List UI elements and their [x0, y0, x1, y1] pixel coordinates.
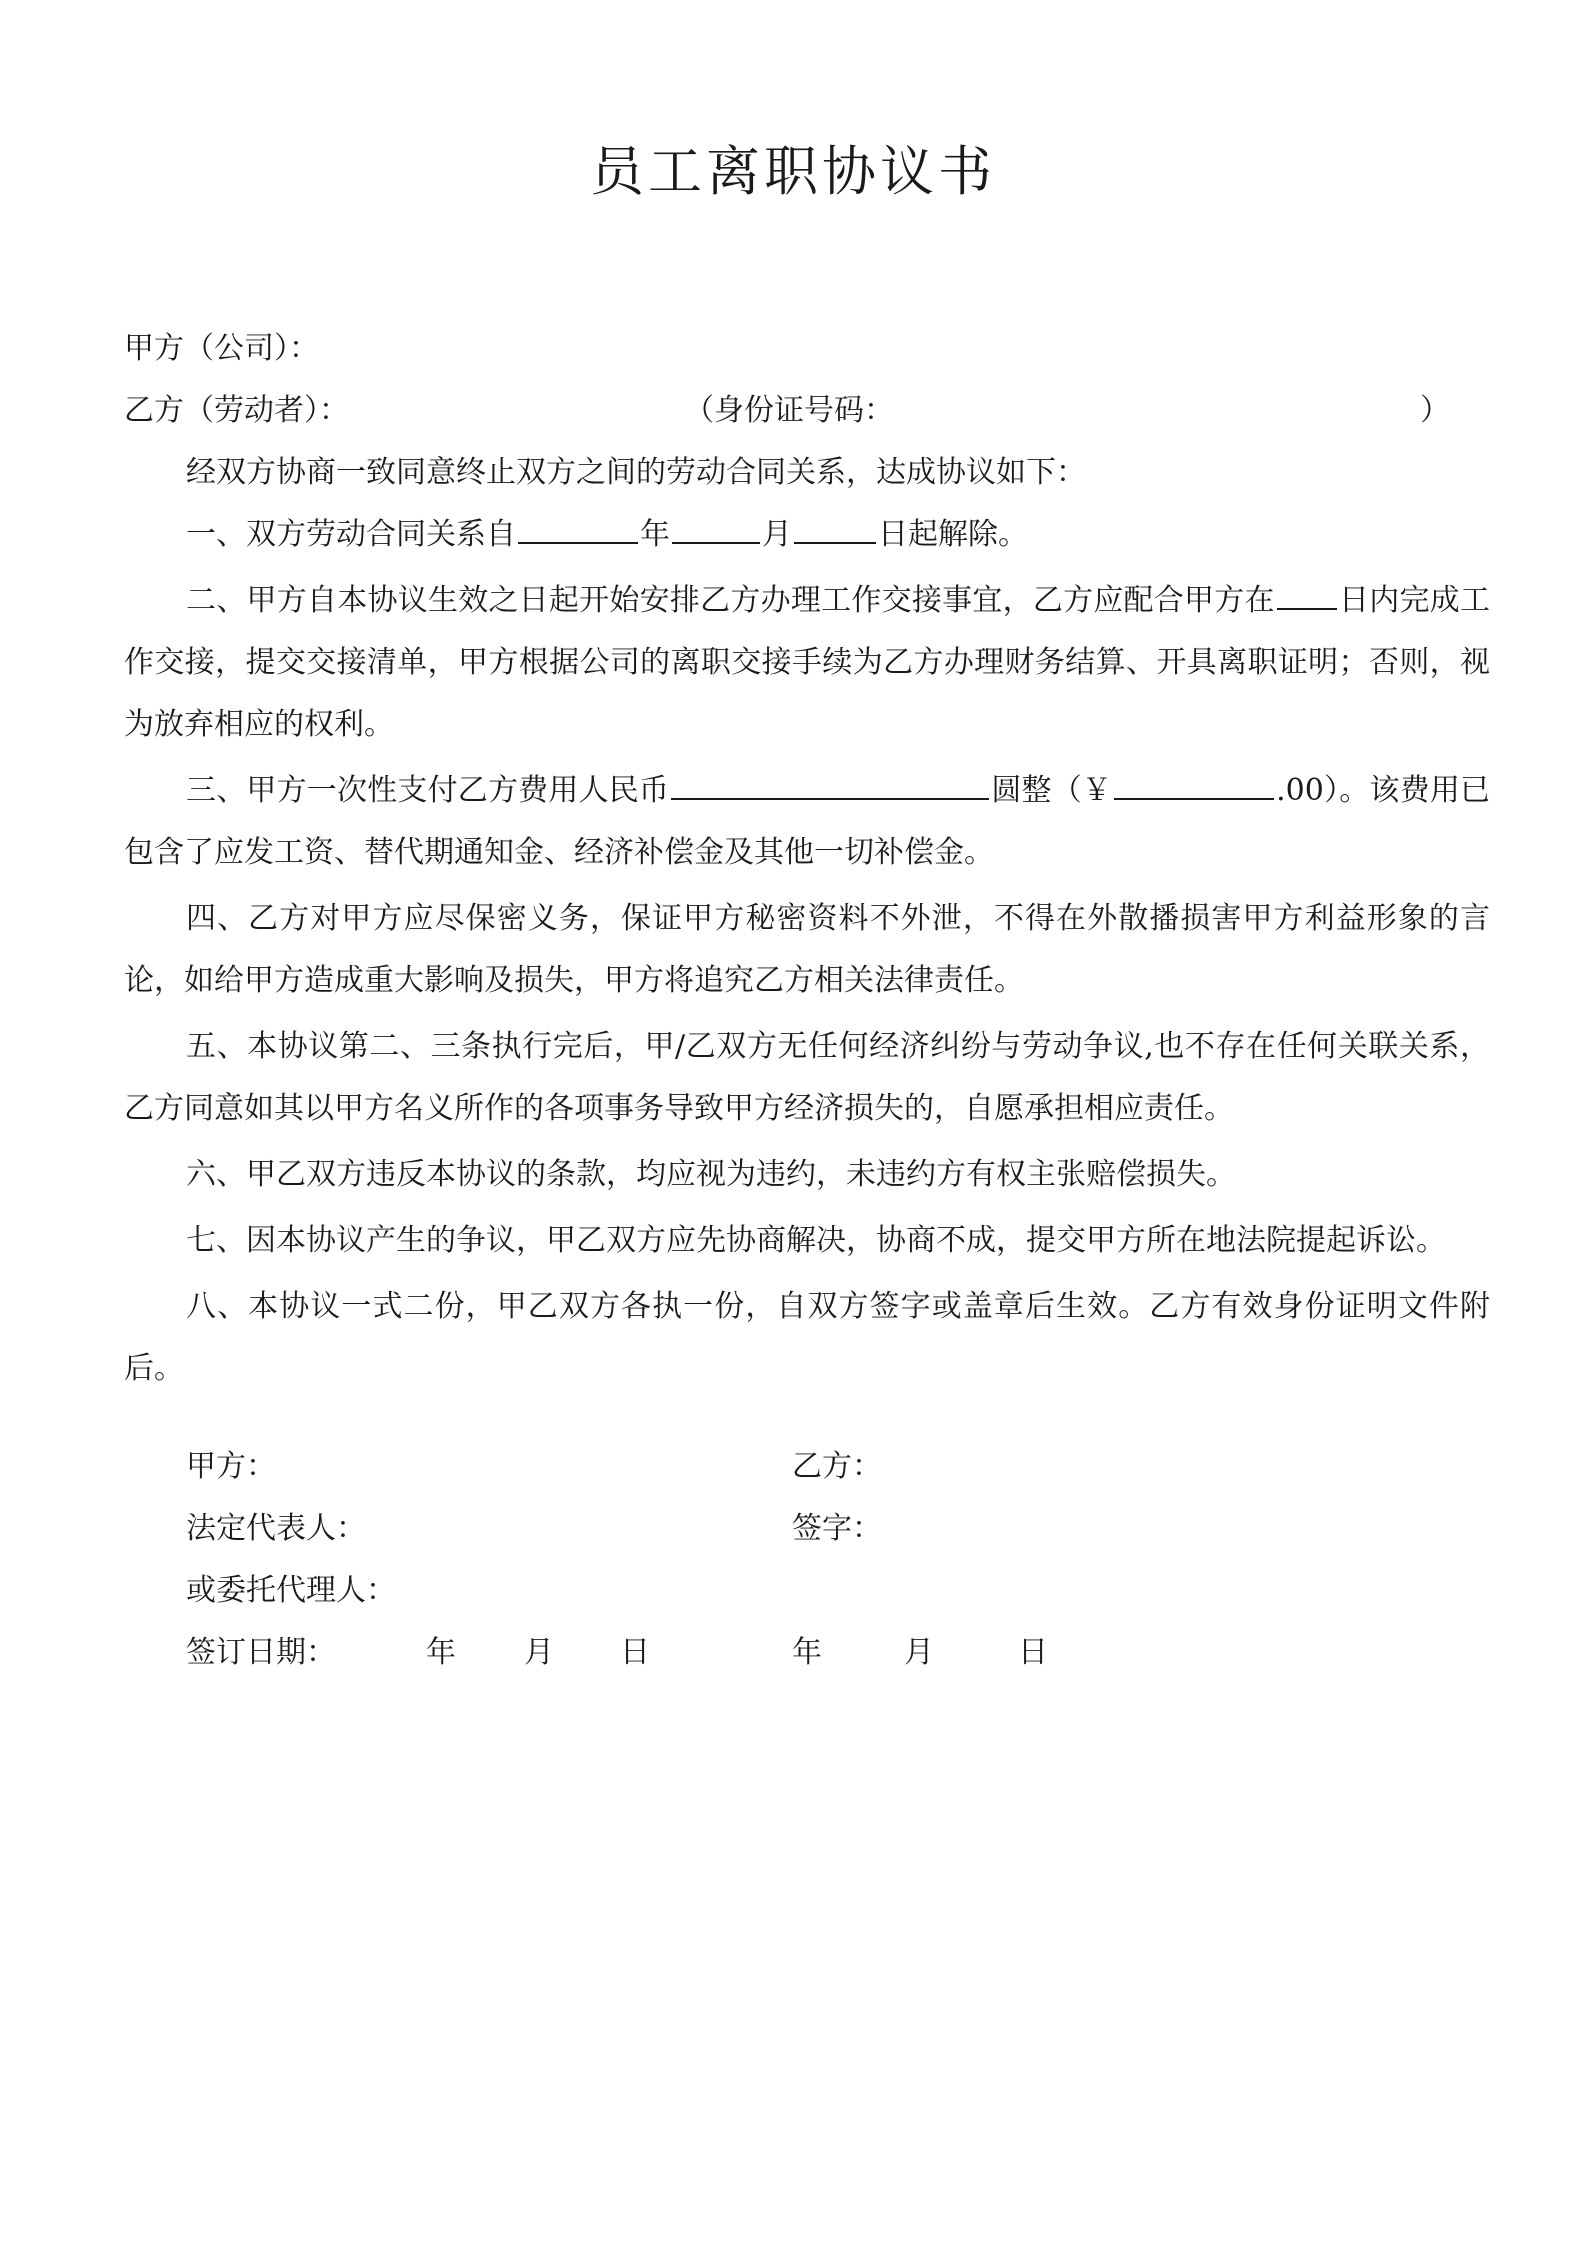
- intro-text: 经双方协商一致同意终止双方之间的劳动合同关系，达成协议如下：: [186, 455, 1086, 490]
- signature-date-row: [124, 1622, 1490, 1684]
- party-a-date-month: 月: [524, 1635, 554, 1670]
- party-a-date-day: 日: [620, 1635, 650, 1670]
- legal-representative-label: 法定代表人：: [186, 1511, 366, 1546]
- clause-5: 五、本协议第二、三条执行完后，甲/乙双方无任何经济纠纷与劳动争议,也不存在任何关联关系，乙方同意如其以甲方名义所作的各项事务导致甲方经济损失的，自愿承担相应责任。: [124, 1029, 1490, 1126]
- termination-day-blank[interactable]: [794, 508, 876, 544]
- signing-date-label: 签订日期：: [186, 1635, 336, 1670]
- signature-block: [124, 1436, 1490, 1684]
- clause-1: [124, 504, 1490, 566]
- signature-party-a: 甲方：: [186, 1449, 276, 1484]
- document-body: [124, 318, 1490, 1400]
- party-b-sign-label: 签字：: [792, 1511, 882, 1546]
- termination-year-blank[interactable]: [518, 508, 638, 544]
- clause-8: 八、本协议一式二份，甲乙双方各执一份，自双方签字或盖章后生效。乙方有效身份证明文件附后。: [124, 1289, 1490, 1386]
- signature-parties-row: [124, 1436, 1490, 1498]
- clause-3-suffix: .00）。该费用已包含了应发工资、替代期通知金、经济补偿金及其他一切补偿金。: [124, 773, 1491, 870]
- clause-2: [124, 570, 1490, 756]
- handover-days-blank[interactable]: [1277, 574, 1337, 610]
- intro-paragraph: [124, 442, 1490, 504]
- signature-agent-row: [124, 1560, 1490, 1622]
- amount-in-words-blank[interactable]: [671, 764, 989, 800]
- document-title: 员工离职协议书: [590, 140, 996, 203]
- party-a-line: [124, 318, 1490, 380]
- clause-7: 七、因本协议产生的争议，甲乙双方应先协商解决，协商不成，提交甲方所在地法院提起诉讼。: [186, 1223, 1446, 1258]
- id-number-close: ）: [1420, 393, 1450, 428]
- amount-in-figures-blank[interactable]: [1114, 764, 1274, 800]
- party-b-date-day: 日: [1018, 1635, 1048, 1670]
- party-a-label: 甲方（公司）：: [124, 331, 319, 366]
- party-b-date-month: 月: [904, 1635, 934, 1670]
- clause-1-year: 年: [640, 517, 670, 552]
- clause-3-prefix: 三、甲方一次性支付乙方费用人民币: [186, 773, 670, 808]
- party-b-label: 乙方（劳动者）：: [124, 393, 349, 428]
- signature-rep-row: [124, 1498, 1490, 1560]
- signature-party-b: 乙方：: [792, 1449, 882, 1484]
- clause-6: 六、甲乙双方违反本协议的条款，均应视为违约，未违约方有权主张赔偿损失。: [186, 1157, 1236, 1192]
- clause-1-suffix: 日起解除。: [878, 517, 1028, 552]
- authorized-agent-label: 或委托代理人：: [186, 1573, 396, 1608]
- clause-2-prefix: 二、甲方自本协议生效之日起开始安排乙方办理工作交接事宜，乙方应配合甲方在: [186, 583, 1275, 618]
- clause-3: [124, 760, 1490, 884]
- termination-month-blank[interactable]: [672, 508, 760, 544]
- clause-1-month: 月: [762, 517, 792, 552]
- clause-2-suffix: 日内完成工作交接，提交交接清单，甲方根据公司的离职交接手续为乙方办理财务结算、开具离职证明；否则，视为放弃相应的权利。: [124, 583, 1491, 742]
- id-number-label: （身份证号码：: [684, 393, 894, 428]
- clause-4: 四、乙方对甲方应尽保密义务，保证甲方秘密资料不外泄，不得在外散播损害甲方利益形象的言论，如给甲方造成重大影响及损失，甲方将追究乙方相关法律责任。: [124, 901, 1490, 998]
- party-a-date-year: 年: [426, 1635, 456, 1670]
- party-b-date-year: 年: [792, 1635, 822, 1670]
- clause-3-middle: 圆整（￥: [991, 773, 1113, 808]
- clause-1-prefix: 一、双方劳动合同关系自: [186, 517, 516, 552]
- party-b-line: [124, 380, 1490, 442]
